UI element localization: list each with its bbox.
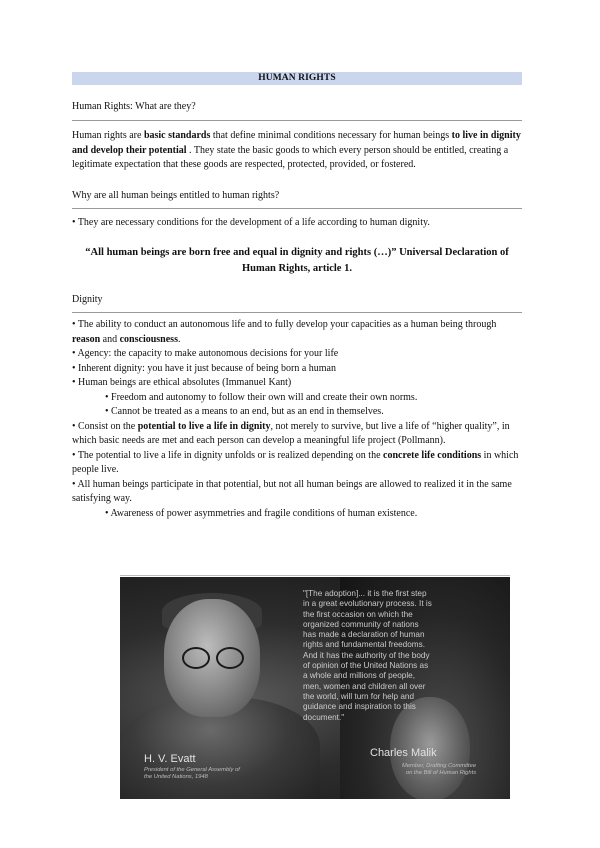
list-item: • The potential to live a life in dignity unfolds or is realized depending on the concrete life conditions in which people live. xyxy=(72,449,519,475)
photo-caption-malik: Member, Drafting Committee on the Bill of Human Rights xyxy=(402,763,477,776)
list-subitem: • Awareness of power asymmetries and fragile conditions of human existence. xyxy=(105,507,418,519)
glasses-icon xyxy=(216,647,244,669)
list-item: • The ability to conduct an autonomous life and to fully develop your capacities as a human being through reason and consciousness. xyxy=(72,319,497,345)
glasses-icon xyxy=(182,647,210,669)
page-title: HUMAN RIGHTS xyxy=(72,72,522,85)
photo-name-evatt: H. V. Evatt xyxy=(144,753,196,765)
udhr-quote: “All human beings are born free and equal in dignity and rights (…)” Universal Declaration of Human Rights, article 1. xyxy=(85,247,509,274)
section-heading-what-are-they: Human Rights: What are they? xyxy=(72,101,196,112)
list-item: • All human beings participate in that potential, but not all human beings are allowed to realized it in the same satisfying way. xyxy=(72,478,512,504)
list-item: • Agency: the capacity to make autonomous decisions for your life xyxy=(72,348,339,359)
divider xyxy=(72,120,522,121)
photo-quote: "[The adoption]... it is the first step in a great evolutionary process. It is the first occasion on which the organized community of nations has made a declaration of human rights and fundamental freedoms. And it has the authority of the body of opinion of the United Nations as a whole and millions of people, men, women and children all over the world, will turn for help and guidance and inspiration to this document." xyxy=(303,589,432,722)
list-item: • Consist on the potential to live a life in dignity, not merely to survive, but live a life of “higher quality”, in which basic needs are met and each person can develop a meaningful life project (Pollmann). xyxy=(72,420,510,446)
divider xyxy=(120,575,510,576)
bullet-necessary-conditions: • They are necessary conditions for the development of a life according to human dignity. xyxy=(72,216,430,228)
document-page xyxy=(72,72,522,521)
figure-evatt-head xyxy=(164,599,260,717)
list-item: • Human beings are ethical absolutes (Immanuel Kant) xyxy=(72,377,292,388)
paragraph-definition: Human rights are basic standards that define minimal conditions necessary for human beings to live in dignity and develop their potential . They state the basic goods to which every person should be entitled, creating a legitimate expectation that these goods are respected, protected, provided, or fostered. xyxy=(72,130,521,170)
photo-name-malik: Charles Malik xyxy=(370,747,437,759)
list-subitem: • Cannot be treated as a means to an end, but as an end in themselves. xyxy=(105,406,384,417)
section-heading-dignity: Dignity xyxy=(72,294,103,305)
section-heading-why-entitled: Why are all human beings entitled to human rights? xyxy=(72,189,280,201)
list-subitem: • Freedom and autonomy to follow their own will and create their own norms. xyxy=(105,391,418,403)
list-item: • Inherent dignity: you have it just because of being born a human xyxy=(72,362,336,374)
photo-caption-evatt: President of the General Assembly of the United Nations, 1948 xyxy=(144,767,240,780)
dignity-bullet-list xyxy=(72,318,522,521)
historical-photo xyxy=(120,577,510,799)
divider xyxy=(72,208,522,209)
divider xyxy=(72,312,522,313)
